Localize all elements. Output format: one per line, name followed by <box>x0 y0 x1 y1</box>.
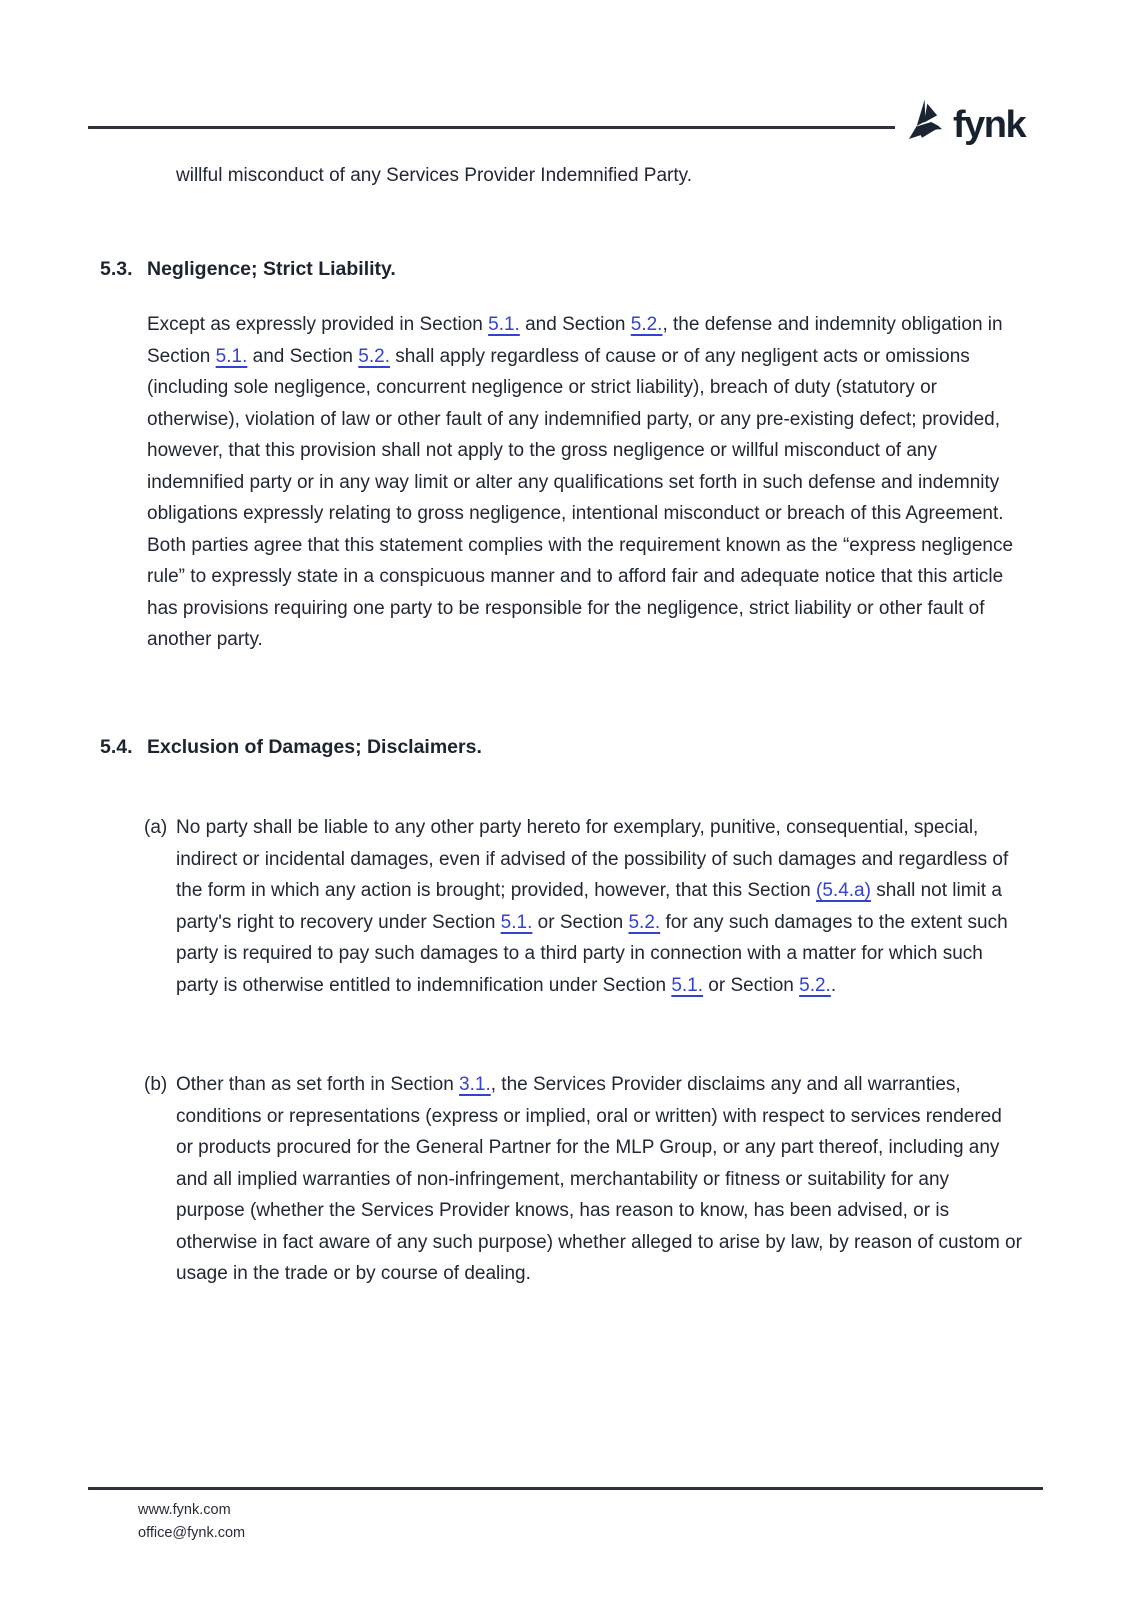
text-segment: , the defense and indemnity obligation in Section <box>147 314 1003 367</box>
text-segment: , the Services Provider disclaims any and all warranties, conditions or representations (express or implied, oral or written) with respect to services rendered or products procured for the General Partner for the MLP Group, or any part thereof, including any and all implied warranties of non-infringement, merchantability or fitness or suitability for any purpose (whether the Services Provider knows, has reason to know, has been advised, or is otherwise in fact aware of any such purpose) whether alleged to arise by law, by reason of custom or usage in the trade or by course of dealing. <box>176 1074 1022 1284</box>
section-cross-reference-link[interactable]: 5.1. <box>215 345 248 367</box>
text-segment: and Section <box>247 345 359 367</box>
list-item-a <box>144 812 1022 1001</box>
brand-logo <box>903 92 1025 148</box>
list-item-a-paragraph <box>176 812 1022 1001</box>
section-cross-reference-link[interactable]: 5.2. <box>630 314 663 335</box>
list-item-b-paragraph <box>176 1069 1022 1290</box>
section-title: Exclusion of Damages; Disclaimers. <box>147 736 482 758</box>
header-divider <box>88 126 895 129</box>
text-segment: for any such damages to the extent such party is required to pay such damages to a third party in connection with a matter for which such party is otherwise entitled to indemnification under Section <box>176 911 1008 996</box>
section-cross-reference-link[interactable]: (5.4.a) <box>816 880 871 901</box>
section-heading-5-4 <box>100 736 482 759</box>
text-segment: and Section <box>519 314 631 335</box>
text-segment: No party shall be liable to any other party hereto for exemplary, punitive, consequential, special, indirect or incidental damages, even if advised of the possibility of such damages and regardless of the form in which any action is brought; provided, however, that this Section <box>176 817 1009 901</box>
section-title: Negligence; Strict Liability. <box>147 258 396 280</box>
section-cross-reference-link[interactable]: 5.1. <box>500 911 533 933</box>
footer-email: office@fynk.com <box>138 1525 246 1541</box>
section-number: 5.3. <box>100 258 133 280</box>
section-cross-reference-link[interactable]: 5.1. <box>671 974 704 996</box>
list-marker: (a) <box>144 817 168 838</box>
list-item-b <box>144 1069 1022 1290</box>
section-number: 5.4. <box>100 736 133 758</box>
text-segment: or Section <box>703 974 800 996</box>
section-cross-reference-link[interactable]: 5.2. <box>628 911 661 933</box>
continuation-text: willful misconduct of any Services Provider Indemnified Party. <box>176 165 693 186</box>
section-cross-reference-link[interactable]: 3.1. <box>459 1074 491 1095</box>
text-segment: Except as expressly provided in Section <box>147 314 489 335</box>
list-marker: (b) <box>144 1074 168 1095</box>
section-5-3-paragraph <box>147 309 1029 656</box>
text-segment: shall apply regardless of cause or of any negligent acts or omissions (including sole negligence, concurrent negligence or strict liability), breach of duty (statutory or otherwise), violation of law or other fault of any indemnified party, or any pre-existing defect; provided, however, that this provision shall not apply to the gross negligence or willful misconduct of any indemnified party or in any way limit or alter any qualifications set forth in such defense and indemnity obligations expressly relating to gross negligence, intentional misconduct or breach of this Agreement. Both parties agree that this statement complies with the requirement known as the “express negligence rule” to expressly state in a conspicuous manner and to afford fair and adequate notice that this article has provisions requiring one party to be responsible for the negligence, strict liability or other fault of another party. <box>147 345 1014 650</box>
footer-website: www.fynk.com <box>138 1502 231 1518</box>
brand-name: fynk <box>953 104 1026 146</box>
section-cross-reference-link[interactable]: 5.2. <box>799 974 831 996</box>
section-cross-reference-link[interactable]: 5.1. <box>488 314 520 335</box>
section-heading-5-3 <box>100 258 396 281</box>
text-segment: . <box>830 974 837 996</box>
footer <box>138 1499 245 1545</box>
section-cross-reference-link[interactable]: 5.2. <box>358 345 390 367</box>
footer-divider <box>88 1487 1043 1490</box>
text-segment: Other than as set forth in Section <box>176 1074 460 1095</box>
origami-crane-icon <box>903 92 945 148</box>
text-segment: or Section <box>532 911 629 933</box>
text-segment: shall not limit a party's right to recovery under Section <box>176 880 1002 933</box>
